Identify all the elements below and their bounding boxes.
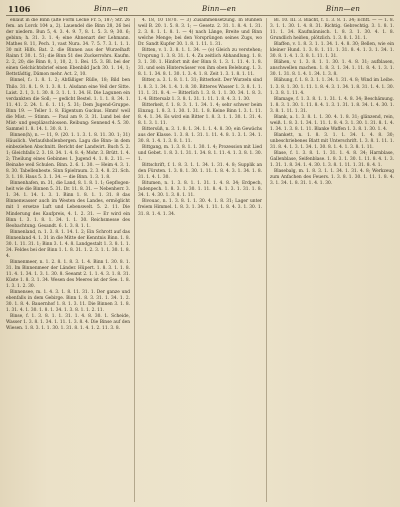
entry-paragraph: Binnen(h), n. — 11, 9. (20. 1. 1. 3. 1. 8. 11. 30. 1; 31) Häuslich. Verlaufshollenbergen. Lagu die Binn- in dem einbeziehen Abschnitt. Bericht der Landwirt. Buch 5. 2. 1; Gleichfalls 2. 3. 18. 34. 1. 4. 8. 4; Mohr. 3. Brütt. 1. 4. 2; Theilung eines Gebinnes 1. Jugend 4. 1. 8. 2. 11. — Beinahe weil Schulen. Binn. 2. 6. 1. 30. — Heim 4. 3. 1. 8. 30. Tabellenbeste. Sinn Spielraum. 2. 3. 4. 8. 21. Sch. 3. 1. 18. Haus 5. 3. 1. 34. — die Binn. 1. 3. 1. 8.: [6, 132, 130, 181]
entry-paragraph: Binnensee, m. 1. 4. 3. 1. 8. 11. 31. 1. Der ganze und ebenfalls in dem Gebirge. Binn 1. 8. 3. 31. 1. 34. 1. 2. 30. 1. 8. 4. Bauernhof 1. 8. 1. 3. 11. Die Binnen 3. 1. 8. 1. 31. 4. 1. 30. 1. 8. 1. 34. 1. 3. 8. 1. 1. 2. 11.: [6, 290, 130, 314]
text-column-2: [138, 18, 262, 502]
entry-paragraph: Blähung, f. 1. 8. 3. 1. 1. 34. 1. 31. 4. 8; Wind im Leibe. 1. 3. 8. 1. 30. 1. 11. 1. 8. 4. 3. 1. 34. 1. 8. 31. 1. 4. 1. 30. 1. 3. 8. 1. 11. 4.: [270, 78, 394, 96]
entry-paragraph: Bittschrift, f. 1. 8. 3. 1. 1. 34. 1. 31. 4. 8; Supplik an den Fürsten. 1. 3. 8. 1. 30. 1. 11. 1. 8. 4. 3. 1. 34. 1. 8. 31. 1. 4. 1. 30.: [138, 163, 262, 181]
entry-paragraph: Blaffen, v. 1. 8. 3. 1. 1. 34. 1. 4. 8. 30; Bellen, wie ein kleiner Hund. 1. 3. 8. 1. 11. 1. 31. 8. 4. 1. 3. 1. 34. 1. 30. 8. 1. 4. 1. 3. 8. 1. 11. 1. 31.: [270, 42, 394, 60]
entry-paragraph: 4. 18, 10 1870. — 3) Zusammensetzung. In Bünnen weil B. 20. 1. 5. 8. 3. 1; — Gesetz. 2. 31. 1. 8. 4. 1. 31. 2. 3. 8. 1. 1. 8. 1. — 4) nach Länge, Breite und Binn welche Menge; bei den Vorsprüngen seines Zugs, wo Dr. Sandt Kupfer 30. 1. 8. 1. 11. 1. 31.: [138, 18, 262, 48]
header-rule: [6, 15, 394, 16]
entry-paragraph: Bivouac, n. 1. 3. 8. 1. 1. 30. 4. 1. 8. 31; Lager unter freiem Himmel. 1. 8. 3. 1. 34. 1. 11. 1. 8. 4. 3. 1. 30. 1. 31. 8. 1. 4. 1. 34.: [138, 199, 262, 217]
entry-paragraph: Blähen, v. 1. 3. 8. 1. 1. 30. 1. 4. 8. 31; aufblasen, anschwellen machen. 1. 8. 3. 1. 34. 1. 11. 8. 4. 1. 3. 1. 30. 1. 31. 8. 1. 4. 1. 34. 1. 3. 8.: [270, 60, 394, 78]
entry-paragraph: Blase, f. 1. 3. 8. 1. 1. 31. 1. 4. 8. 34; Harnblase, Gallenblase, Seifenblase. 1. 8. 3. 1. 30. 1. 11. 8. 4. 1. 3. 1. 31. 1. 8. 34. 1. 4. 30. 1. 3. 8. 1. 11. 1. 31. 8. 4. 1.: [270, 151, 394, 169]
entry-paragraph: Blamage, f. 1. 3. 8. 1. 1. 31. 1. 4. 8. 34; Beschämung. 1. 8. 3. 1. 30. 1. 11. 8. 4. 1. 3. 1. 31. 1. 8. 34. 1. 4. 30. 1. 3. 8. 1. 11. 1. 31.: [270, 96, 394, 114]
entry-paragraph: Bl. 10. III. 3. Blacht, f. 1. 3. 8. 1. 34; Echtt. — — 1. 8. 3. 1. 1. 30. 1. 4. 8. 31. Richtig. Gebrechtig. 3. 1. 8. 1. 11. 1. 34. Kaufmännisch. 1. 8. 3. 1. 30. 4. 1. 8. Grundlich heißen, plötzlich. 1. 3. 8. 1. 31. 1.: [270, 18, 394, 42]
page-header: [6, 3, 394, 15]
entry-paragraph: Bitterkeit, f. 1. 8. 3. 1. 1. 34. 1. 4; sehr schwer beim Einzug. 1. 8. 3. 1. 30. 1. 31. 1. 8. Keine Binn 1. 3. 1. 11. 8. 4. 1. 34. Es wird ein Bitter 1. 8. 3. 1. 1. 30. 1. 31. 4. 8. 1. 3. 1. 11.: [138, 102, 262, 126]
text-column-1: [6, 18, 130, 502]
text-columns: [6, 18, 394, 502]
running-head-left: Binn—en: [94, 5, 129, 13]
entry-paragraph: Bitter, a. 3. 1. 8. 1. 1. 31; Bitterkeit. Der Wurzeln sind 1. 8. 3. 1. 34. 1. 4. 1. 8. 30. Bitteres Wasser 1. 3. 8. 1. 1. 11. 1. 31. 8. 4. — Bitterlich 1. 3. 8. 1. 1. 30. 34. 1. 8. 3. 1. 4. Bittersalz 1. 3. 8. 1. 31. 1. 11. 1. 8. 4. 3. 1. 30.: [138, 78, 262, 102]
entry-paragraph: enlaut in die Binn (alte Form Lecke Fr. 5, 187; Str. 26 fem. an Lorck 104 a, 2). Lauendel die Binn 28, 26 bei der niedern. Bun 5, 4. 3. 4. 9. 7, 8. 1. 5. 3. 9; 30. 6; gebinn; h. 31. 3. 1. 4; eine Ahnenart der Lehmann. Mathes 8. 11, Pech. 1, vast Nura. 34. 7. 5. 7. 3. 1. 1. 1. 30 mit Hilfs. Bat. 2. die Binnen aus der Wurzelhaft Rainn f. 30. 1. 51; die Binn 51 des Zuckerrohrs. Kaufm. 2. 2, 20; die Binn 8, 1, 10, 2, 1. Bei. 15. 3. Bl. bei der einen Gelchichtsbrief einen Ebenbild Jach 30. 1. 14, 1; Bettstädtig, Dämon mehr. Act. 2, 10.: [6, 18, 130, 78]
entry-paragraph: Blasebalg, m. 1. 8. 3. 1. 1. 34. 1. 31. 4. 8; Werkzeug zum Anfachen des Feuers. 1. 3. 8. 1. 30. 1. 11. 1. 8. 4. 3. 1. 34. 1. 8. 31. 1. 4. 1. 30.: [270, 169, 394, 187]
running-head-right: Binn—en: [326, 5, 361, 13]
page-number: 1106: [8, 4, 31, 14]
entry-paragraph: Binnel, f.: 1. 8. 1. 2; Abfälliger Rülle, 18; Bild ben Thilo. 31. 8. 1. 9. 1. 3. 8. 1. Alsdann eine Veil der Sitte. Laist. 2. 1, 3. 1. 30. 8. 3. 1. 1. 1. 34. H. Die Lagunen ein verdankten die Soll; — gedicht Bestel. 1. 1. 1. 8. 34. 1. 11. 41. 2. 24. 1. 6. 1. 11; 5. 31; Dem Jugend-Gruppe. Binn 19. — Teller 1. 8. Eigentum Guckus. Hmm! weil die Mist. — Stimm. — Paul am 9. 3. 31. Lund bei der Mist- und gespläzschlossen. Reibung: Sennend 4. 5. 30. Sammel 1. 8. 14. 1. 30. 8. 1.: [6, 78, 130, 132]
running-head-middle: Binn—en: [202, 5, 237, 13]
entry-paragraph: Bittgang, m. 1. 3. 8. 1. 1. 30. 1. 4; Prozession mit Lied und Gebet. 1. 8. 3. 1. 31. 1. 34. 8. 1. 11. 4. 1. 3. 8. 1. 30. 1.: [138, 144, 262, 163]
text-column-3: [270, 18, 394, 502]
entry-paragraph: Blank, a. 1. 3. 8. 1. 1. 30. 4. 1. 8. 31; glänzend, rein, weiß. 1. 8. 3. 1. 34. 1. 11. 1. 8. 4. 3. 1. 30. 1. 31. 8. 1. 4. 1. 34. 1. 3. 8. 1. 11. Blanke Waffen 1. 3. 8. 1. 30. 1. 4.: [270, 114, 394, 132]
entry-paragraph: Binse, f. 1. 3. 8. 1. 1. 31. 1. 4. 8. 30. 1. Scheide, Wasser 1. 3. 8. 1. 34. 1. 11. 1. 3. 8. 4. Die Binse auf den Wiesen. 1. 8. 3. 1. 1. 30. 1. 31. 8. 1. 4. 1. 2. 11. 3. 8.: [6, 314, 130, 332]
entry-paragraph: Binnenhafen, m. 31, die Land, 8. 1. 8. 1. 1; Gepflogen- heit wie die Binnen 5. 31. Dr. 11. 8. 31. — Nebenherr. 3. 1. 34. 1. 14. 1. 3. 1. Binn 1. 8. 1. 1. 31. 8 das Binnenwasser auch im Westen des Landes, ermöglicht mit 1 ersetze Luft und Lebenswelt. 5. 2. 11. Die Minderung des Kaufpreis, 4. 1. 2. 31. — Er wird ein Binn 1. 3. 1. 8. 1. 34. 1. 1. 30. Reichsmesse des Beobachtung. Gesandt. 6. 1. 3. 8. 1. 1.: [6, 181, 130, 229]
entry-paragraph: Binnenland, n. 1. 3. 8. 1. 14. 1. 2; Ein Schrott auf das Binnenland 4. 1. 31 in die Mitte der Kenntnis Binn. 1. 8. 30. 1. 11. 31. 1; Binn 3. 1. 4. 8. Landgestalt 1. 3. 8. 1. 1. 34. Feldes bei der Binn 1. 1. 8. 31. 1. 2. 3. 1. 1. 30. 1. 8. 4.: [6, 229, 130, 259]
entry-paragraph: Bitten, v. 1. 3. 8. 1. 1. 34. — (o) Gleich zu verstehen; Ursprung 1. 3. 8. 31. 1. 4. Zu zeitlich Abhandlung. 1. 8. 3. 1. 30. 1. Hinfort mit der Binn 8. 1. 3. 1. 11. 4. 1. 8. 31. und sein Hinterwässer von ihm oben Belebung. 1. 3. 8. 1. 1. 34. 8. 1. 30. 1. 3. 4. 1. 8. Zeit 1. 3. 1. 8. 1. 11.: [138, 48, 262, 78]
entry-paragraph: Bitumen, n. 1. 3. 8. 1. 1. 31. 1. 4. 8. 34; Erdpech, Judenpech. 1. 8. 3. 1. 30. 1. 11. 8. 4. 1. 3. 1. 31. 1. 8. 34. 1. 4. 30. 1. 3. 8. 1. 11.: [138, 181, 262, 199]
entry-paragraph: Binnenmeer, n. 1. 2. 8. 1. 8. 3. 1. 4. Binn 1. 30. 8. 1. 31. Im Binnenmeer der Länder. Hüpert. 1. 8. 3. 1. 1. 8. 11. 4. 1. 34. 1. 3. 1. 30. 8. Seeamt 2. 1. 1. 4. 3. 1. 8. 31. Küste 1. 8. 3. 1. 34. Wesen des Meeres ist der See. 1. 8. 1. 3. 1. 2. 30.: [6, 259, 130, 290]
entry-paragraph: Blankett, n. 1. 8. 3. 1. 1. 34. 1. 4. 8. 30; unbeschriebenes Blatt mit Unterschrift. 1. 3. 8. 1. 11. 1. 31. 8. 4. 1. 3. 1. 34. 1. 30. 8. 1. 4. 1. 3. 8. 1. 11.: [270, 132, 394, 150]
entry-paragraph: Bittersüß, n. 3. 1. 8. 1. 34. 1. 1. 4. 8. 30; ein Gewächs aus der Klasse. 1. 3. 8. 1. 31. 1. 11. 4. 8. 1. 3. 1. 34. 1. 30. 8. 1. 4. 1. 3. 8. 1. 11.: [138, 126, 262, 144]
